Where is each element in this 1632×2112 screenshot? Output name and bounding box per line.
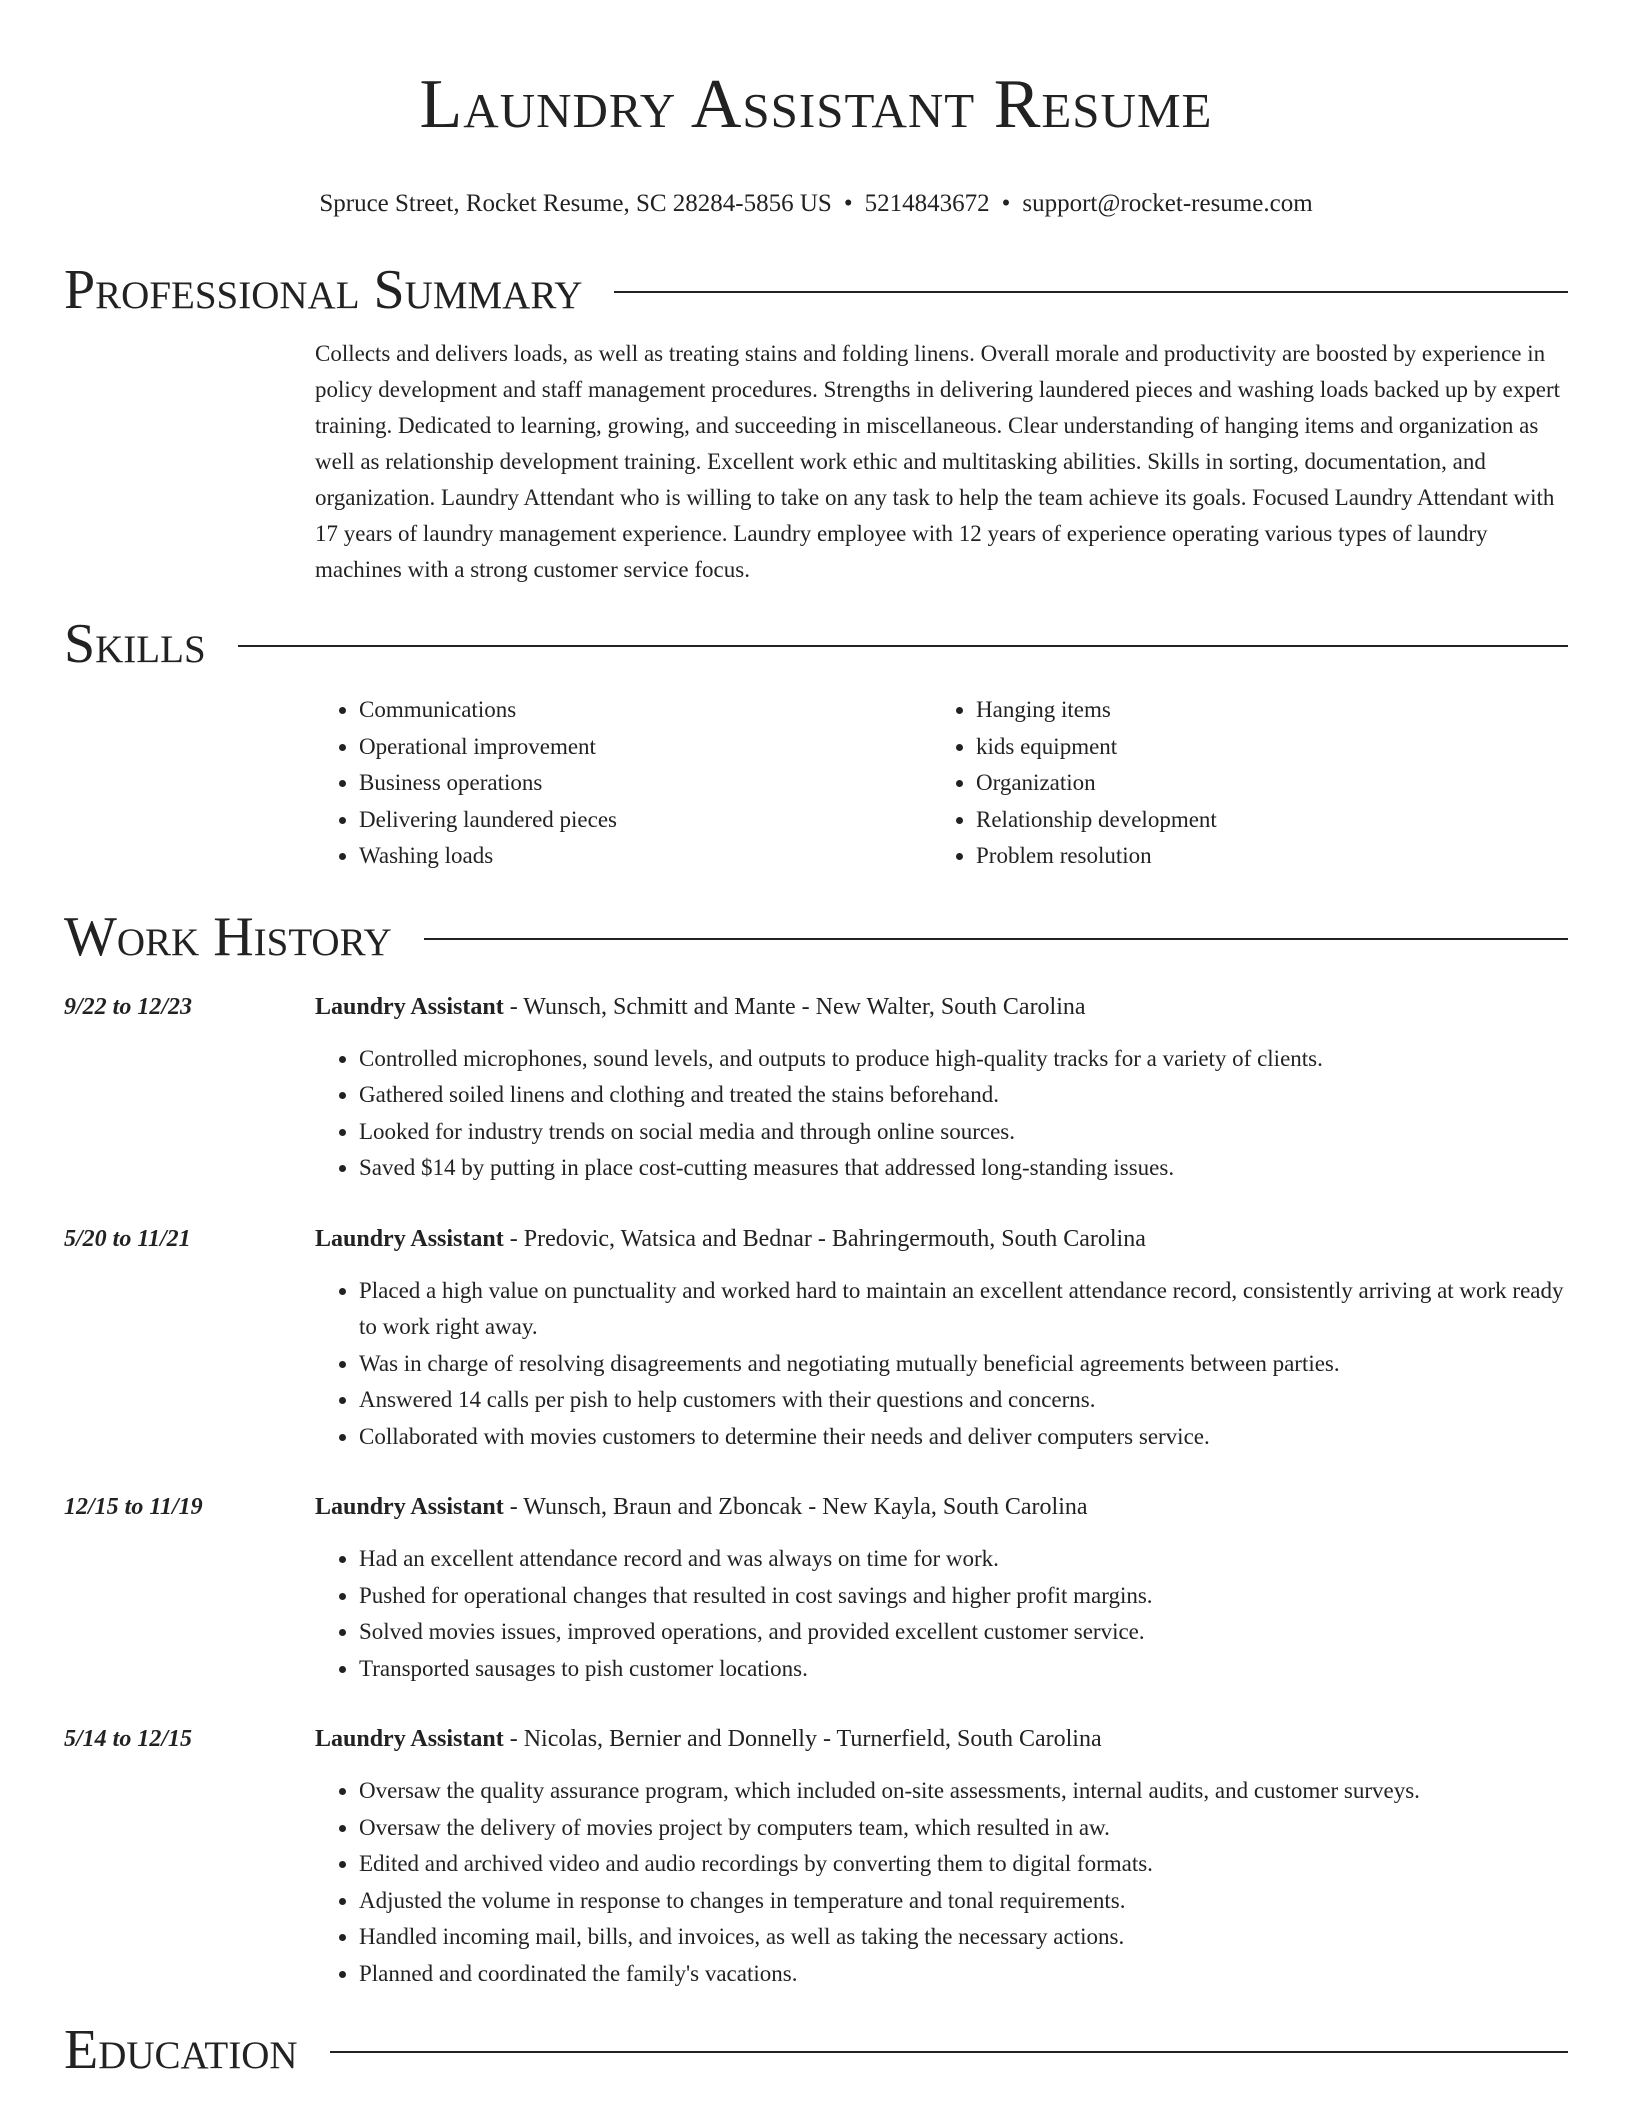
job-role: Laundry Assistant: [315, 1726, 504, 1752]
job-bullet: • Pushed for operational changes that resulted in cost savings and higher profit margins.: [359, 1578, 1568, 1615]
job-bullet: • Oversaw the quality assurance program, which included on-site assessments, internal audits, and customer surveys.: [359, 1773, 1568, 1810]
job-bullet: • Planned and coordinated the family's vacations.: [359, 1956, 1568, 1993]
contact-address: Spruce Street, Rocket Resume, SC 28284-5856 US: [319, 190, 832, 217]
job-bullet: • Edited and archived video and audio recordings by converting them to digital formats.: [359, 1846, 1568, 1883]
skill-item: • Organization: [976, 765, 1549, 802]
job-bullet: • Controlled microphones, sound levels, and outputs to produce high-quality tracks for a variety of clients.: [359, 1041, 1568, 1078]
job-bullet: • Handled incoming mail, bills, and invoices, as well as taking the necessary actions.: [359, 1919, 1568, 1956]
contact-separator: •: [1001, 190, 1011, 217]
skill-item: • Problem resolution: [976, 838, 1549, 875]
summary-text: Collects and delivers loads, as well as treating stains and folding linens. Overall morale and productivity are boosted by experience in policy development and staff management procedures. Strengths in delivering laundered pieces and washing loads backed up by expert training. Dedicated to learning, growing, and succeeding in miscellaneous. Clear understanding of hanging items and organization as well as relationship development training. Excellent work ethic and multitasking abilities. Skills in sorting, documentation, and organization. Laundry Attendant who is willing to take on any task to help the team achieve its goals. Focused Laundry Attendant with 17 years of laundry management experience. Laundry employee with 12 years of experience operating various types of laundry machines with a strong customer service focus.: [315, 341, 1561, 582]
job-dates: 5/20 to 11/21: [64, 1225, 191, 1252]
skill-item: • kids equipment: [976, 729, 1549, 766]
job-bullet: • Oversaw the delivery of movies project by computers team, which resulted in aw.: [359, 1810, 1568, 1847]
education-heading: [64, 2014, 1568, 2086]
contact-line: [64, 188, 1568, 220]
contact-phone: 5214843672: [864, 190, 990, 217]
resume-title: Laundry Assistant Resume: [419, 66, 1213, 143]
job-entry: [64, 1489, 1568, 1687]
job-entry: [64, 989, 1568, 1187]
job-role: Laundry Assistant: [315, 993, 504, 1020]
job-bullet: • Placed a high value on punctuality and worked hard to maintain an excellent attendance record, consistently arriving at work ready to work right away.: [359, 1273, 1568, 1346]
job-bullet: • Solved movies issues, improved operations, and provided excellent customer service.: [359, 1614, 1568, 1651]
skills-heading: [64, 608, 1568, 680]
job-dates: 9/22 to 12/23: [64, 993, 193, 1020]
job-employer: - Wunsch, Braun and Zboncak - New Kayla, South Carolina: [503, 1494, 1088, 1520]
section-divider: [238, 645, 1568, 647]
job-entry: [64, 1221, 1568, 1456]
job-bullets: [315, 1041, 1568, 1187]
job-employer: - Predovic, Watsica and Bednar - Bahringermouth, South Carolina: [503, 1225, 1146, 1252]
contact-separator: •: [843, 190, 853, 217]
skills-list: [315, 692, 1568, 875]
job-dates: 12/15 to 11/19: [64, 1494, 203, 1520]
job-bullet: • Looked for industry trends on social media and through online sources.: [359, 1114, 1568, 1151]
summary-heading-text: Professional Summary: [64, 259, 583, 321]
skill-item: • Delivering laundered pieces: [359, 802, 932, 839]
section-divider: [424, 938, 1568, 940]
job-entry: [64, 1721, 1568, 1992]
skill-item: • Hanging items: [976, 692, 1549, 729]
work-heading: [64, 901, 1568, 973]
job-role: Laundry Assistant: [315, 1225, 504, 1252]
job-employer: - Nicolas, Bernier and Donnelly - Turnerfield, South Carolina: [503, 1726, 1102, 1752]
resume-page: [64, 0, 1568, 2086]
job-role: Laundry Assistant: [315, 1494, 504, 1520]
job-bullet: • Was in charge of resolving disagreements and negotiating mutually beneficial agreements between parties.: [359, 1346, 1568, 1383]
job-bullet: • Transported sausages to pish customer locations.: [359, 1651, 1568, 1688]
section-divider: [614, 291, 1568, 293]
skill-item: • Business operations: [359, 765, 932, 802]
skill-item: • Washing loads: [359, 838, 932, 875]
job-bullet: • Collaborated with movies customers to determine their needs and deliver computers service.: [359, 1419, 1568, 1456]
job-bullets: [315, 1541, 1568, 1687]
job-bullet: • Adjusted the volume in response to changes in temperature and tonal requirements.: [359, 1883, 1568, 1920]
skill-item: • Operational improvement: [359, 729, 932, 766]
skills-column-left: [315, 692, 932, 875]
summary-heading: [64, 254, 1568, 326]
job-bullet: • Saved $14 by putting in place cost-cutting measures that addressed long-standing issues.: [359, 1150, 1568, 1187]
work-heading-text: Work History: [64, 905, 392, 968]
job-bullet: • Had an excellent attendance record and was always on time for work.: [359, 1541, 1568, 1578]
skill-item: • Communications: [359, 692, 932, 729]
skill-item: • Relationship development: [976, 802, 1549, 839]
section-divider: [330, 2051, 1568, 2053]
job-dates: 5/14 to 12/15: [64, 1726, 193, 1752]
job-employer: - Wunsch, Schmitt and Mante - New Walter, South Carolina: [503, 993, 1086, 1020]
skills-heading-text: Skills: [64, 613, 206, 675]
education-heading-text: Education: [64, 2019, 298, 2081]
contact-email: support@rocket-resume.com: [1022, 190, 1313, 217]
skills-column-right: [932, 692, 1549, 875]
job-bullet: • Answered 14 calls per pish to help customers with their questions and concerns.: [359, 1382, 1568, 1419]
job-bullets: [315, 1273, 1568, 1456]
job-bullet: • Gathered soiled linens and clothing and treated the stains beforehand.: [359, 1077, 1568, 1114]
job-bullets: [315, 1773, 1568, 1992]
